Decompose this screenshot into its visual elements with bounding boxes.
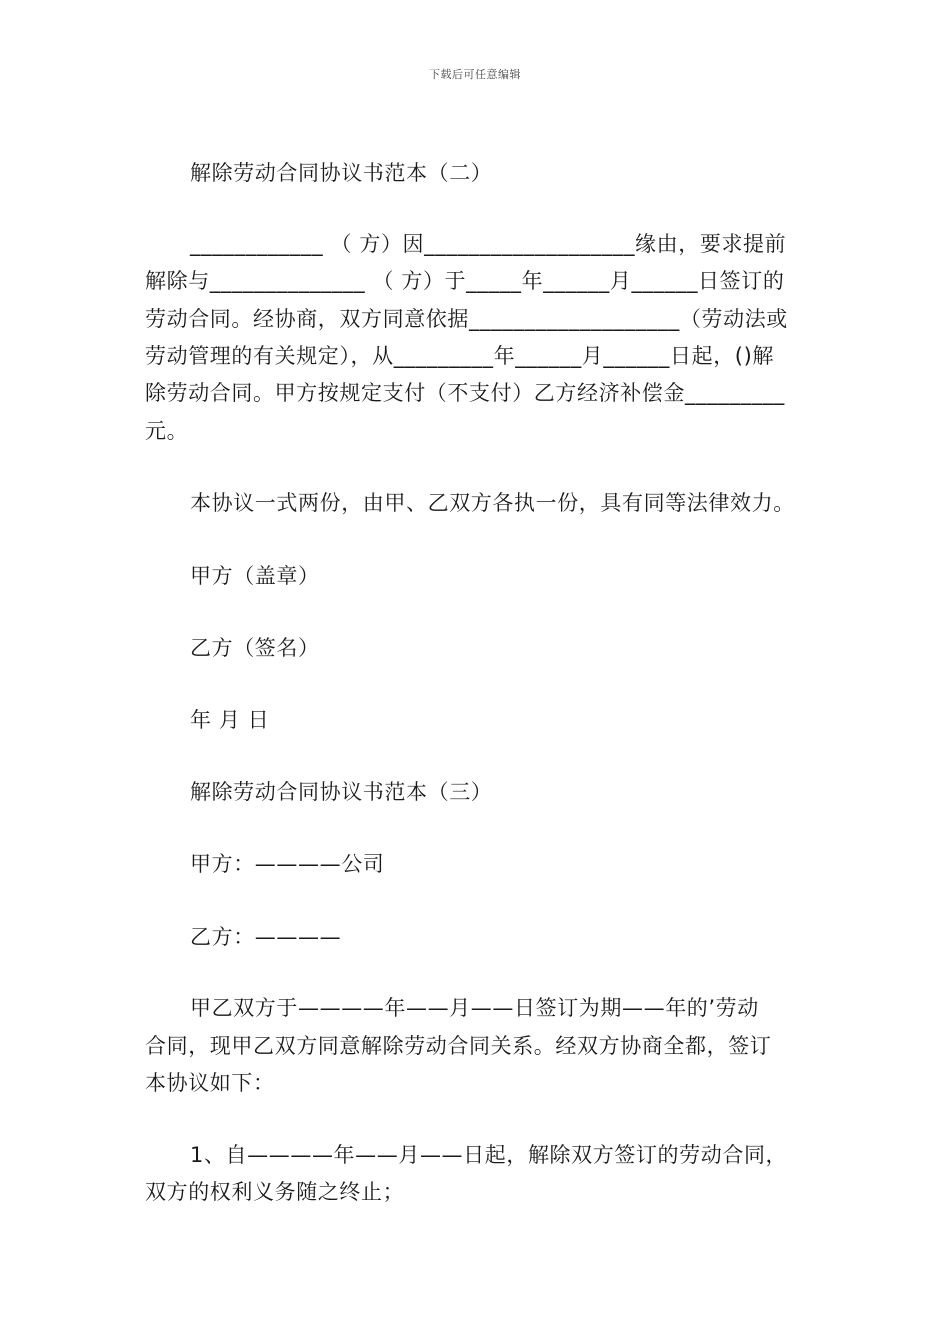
party-b-signature: 乙方（签名）	[190, 636, 320, 660]
party-a-seal: 甲方（盖章）	[190, 564, 320, 588]
paragraph-line: 本协议如下：	[145, 1071, 275, 1095]
paragraph-line: 劳动管理的有关规定），从_________年______月______日起，()解	[145, 344, 774, 368]
section-title-3: 解除劳动合同协议书范本（三）	[190, 780, 493, 804]
party-a-line: 甲方：————公司	[190, 852, 385, 876]
clause-1-line: 双方的权利义务随之终止；	[145, 1180, 405, 1204]
paragraph-line: ____________ （ 方）因___________________缘由，要求提前	[190, 232, 787, 256]
header-note: 下载后可任意编辑	[429, 68, 521, 81]
paragraph-line: 元。	[145, 419, 189, 443]
clause-1-line: 1、自————年——月——日起，解除双方签订的劳动合同，	[190, 1143, 788, 1167]
party-b-line: 乙方：————	[190, 925, 342, 949]
paragraph-line: 本协议一式两份，由甲、乙双方各执一份，具有同等法律效力。	[190, 491, 795, 515]
paragraph-line: 解除与______________ （ 方）于_____年______月______日签订的	[145, 269, 785, 293]
section-title-2: 解除劳动合同协议书范本（二）	[190, 161, 493, 185]
date-line: 年 月 日	[190, 708, 270, 732]
paragraph-line: 合同，现甲乙双方同意解除劳动合同关系。经双方协商全都，签订	[145, 1034, 772, 1058]
paragraph-line: 除劳动合同。甲方按规定支付（不支付）乙方经济补偿金_________	[145, 381, 785, 405]
paragraph-line: 劳动合同。经协商，双方同意依据___________________（劳动法或	[145, 307, 788, 331]
paragraph-line: 甲乙双方于————年——月——日签订为期——年的’劳动	[190, 996, 759, 1020]
